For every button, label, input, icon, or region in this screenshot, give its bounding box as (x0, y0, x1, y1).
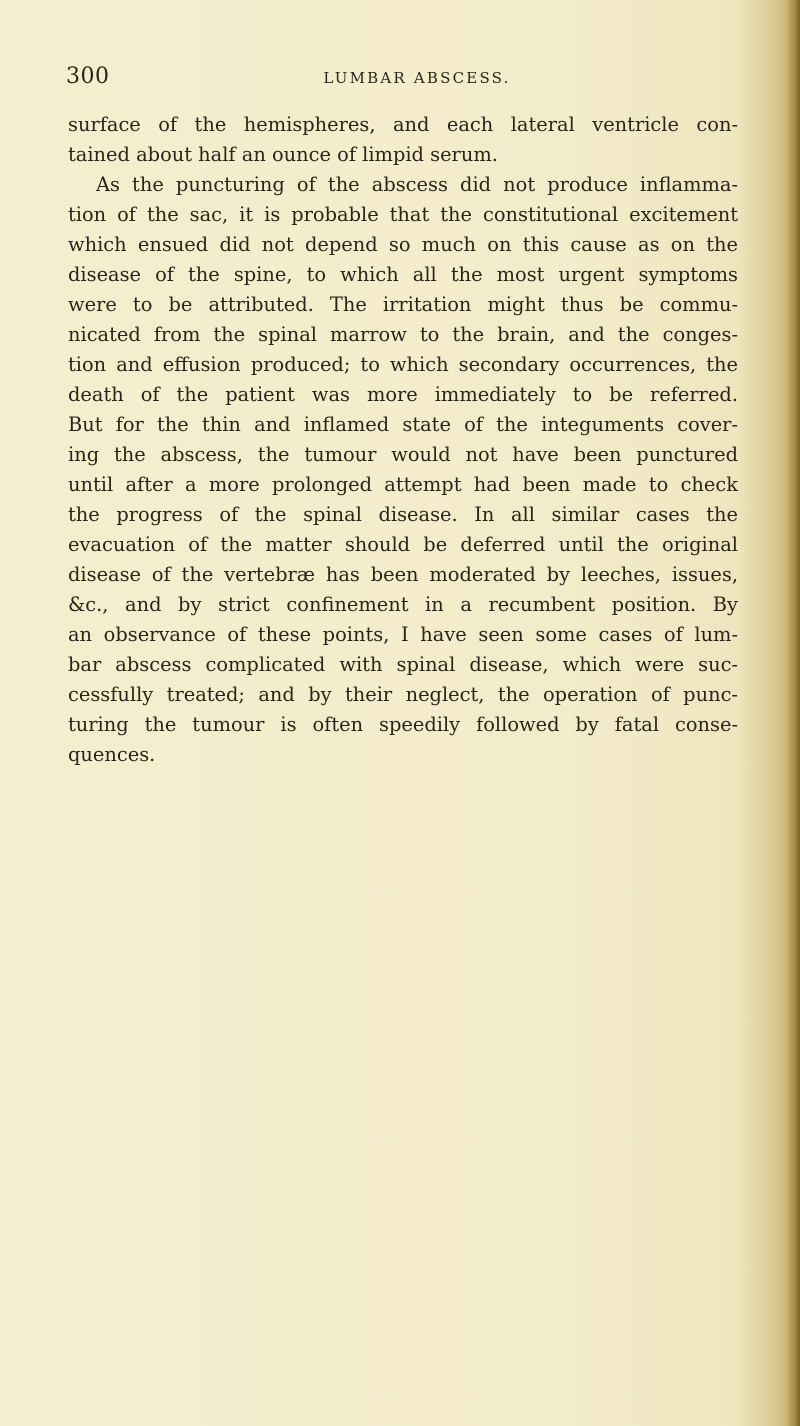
text-line: surface of the hemispheres, and each lateral ventricle con- (68, 113, 738, 136)
text-line: quences. (68, 743, 156, 766)
text-line: tion and effusion produced; to which secondary occurrences, the (68, 353, 738, 376)
text-line: &c., and by strict confinement in a recumbent position. By (68, 593, 738, 616)
text-line: were to be attributed. The irritation might thus be commu- (68, 293, 738, 316)
text-line: bar abscess complicated with spinal disease, which were suc- (68, 653, 738, 676)
text-line: As the puncturing of the abscess did not produce inflamma- (96, 173, 738, 196)
text-line: an observance of these points, I have seen some cases of lum- (68, 623, 738, 646)
text-line: which ensued did not depend so much on this cause as on the (68, 233, 738, 256)
page-number: 300 (66, 64, 110, 89)
running-head: LUMBAR ABSCESS. (323, 69, 511, 87)
text-line: until after a more prolonged attempt had been made to check (68, 473, 738, 496)
text-line: nicated from the spinal marrow to the brain, and the conges- (68, 323, 738, 346)
body-text (68, 110, 738, 770)
text-line: disease of the spine, to which all the most urgent symptoms (68, 263, 738, 286)
page-header (66, 63, 738, 93)
text-line: evacuation of the matter should be deferred until the original (68, 533, 738, 556)
text-line: turing the tumour is often speedily followed by fatal conse- (68, 713, 738, 736)
page-edge (786, 0, 800, 1426)
text-line: disease of the vertebræ has been moderated by leeches, issues, (68, 563, 738, 586)
text-line: tained about half an ounce of limpid serum. (68, 143, 498, 166)
text-line: cessfully treated; and by their neglect, the operation of punc- (68, 683, 738, 706)
text-line: death of the patient was more immediately to be referred. (68, 383, 738, 406)
text-line: the progress of the spinal disease. In all similar cases the (68, 503, 738, 526)
text-line: ing the abscess, the tumour would not have been punctured (68, 443, 738, 466)
text-line: tion of the sac, it is probable that the constitutional excitement (68, 203, 738, 226)
text-line: But for the thin and inflamed state of the integuments cover- (68, 413, 738, 436)
